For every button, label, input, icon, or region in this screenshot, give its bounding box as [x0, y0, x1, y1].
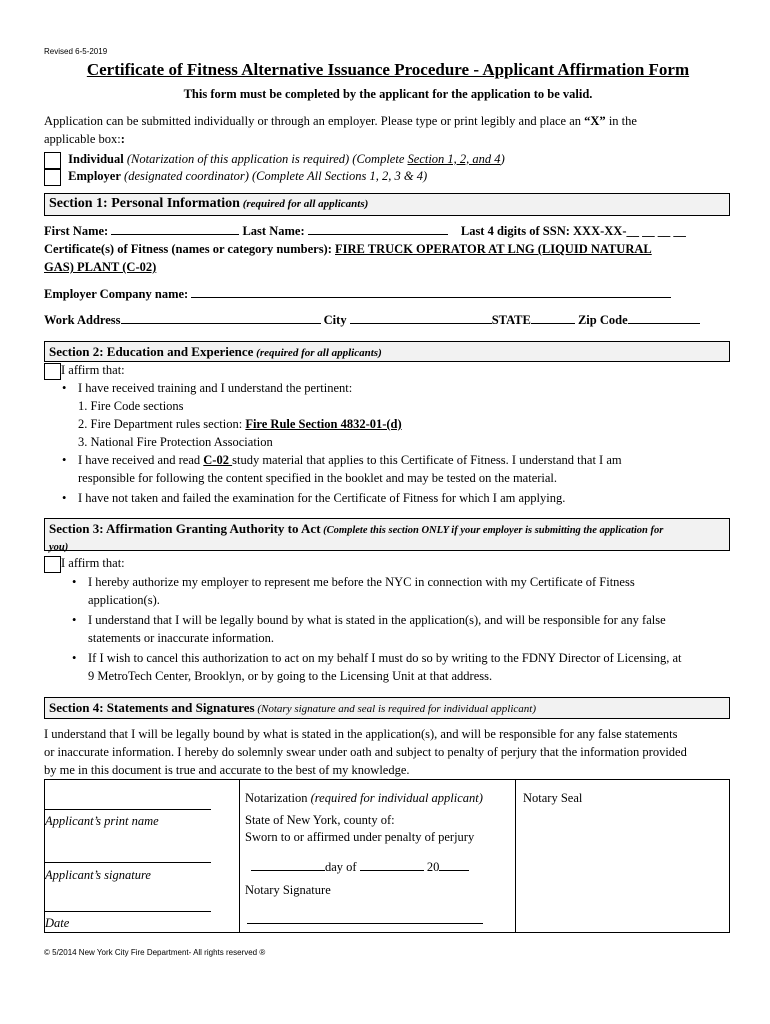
zip-field[interactable]: [628, 311, 700, 324]
section4-header: Section 4: Statements and Signatures (Notary signature and seal is required for individual applicant): [44, 697, 730, 719]
option-individual: Individual (Notarization of this application is required) (Complete Section 1, 2, and 4): [44, 150, 505, 169]
list-item: • I have not taken and failed the examination for the Certificate of Fitness for which I am applying.: [44, 489, 732, 507]
list-item: • I hereby authorize my employer to represent me before the NYC in connection with my Certificate of Fitness application(s).: [54, 573, 732, 609]
state-field[interactable]: [531, 311, 575, 324]
month-field[interactable]: [360, 858, 424, 871]
certificate-row: Certificate(s) of Fitness (names or category numbers): FIRE TRUCK OPERATOR AT LNG (LIQUID NATURAL GAS) PLANT (C-02): [44, 242, 652, 274]
list-item: • I have received and read C-02 study material that applies to this Certificate of Fitness. I understand that I am responsible for following the content specified in the booklet and may be tested on the material.: [44, 451, 732, 487]
section3-checkbox[interactable]: [44, 556, 61, 573]
section2-affirm: I affirm that:: [44, 361, 125, 380]
numbered-list: [44, 397, 732, 451]
list-item: 3. National Fire Protection Association: [78, 435, 273, 449]
list-item: 1. Fire Code sections: [78, 399, 184, 413]
section1-header: Section 1: Personal Information (required for all applicants): [44, 193, 730, 216]
section1-name-row: First Name: Last Name: Last 4 digits of SSN: XXX-XX-__ __ __ __: [44, 224, 686, 238]
section4-statement: I understand that I will be legally bound by what is stated in the application(s), and will be responsible for any false statements or inaccurate information. I hereby do solemnly swear under oath and subject to penalty of perjury that the information provided by me in this document is true and accurate to the best of my knowledge.: [44, 727, 687, 777]
year-field[interactable]: [439, 858, 469, 871]
notary-signature-label: Notary Signature: [245, 883, 331, 897]
option-employer: Employer (designated coordinator) (Complete All Sections 1, 2, 3 & 4): [44, 167, 427, 186]
notary-seal-column: [515, 780, 729, 932]
list-item: 2. Fire Department rules section: Fire Rule Section 4832-01-(d): [78, 417, 402, 431]
notarization-column: [239, 780, 516, 932]
city-field[interactable]: [350, 311, 492, 324]
print-name-label: Applicant’s print name: [45, 814, 159, 828]
applicant-column: [45, 780, 240, 932]
signature-label: Applicant’s signature: [45, 868, 151, 882]
footer-copyright: © 5/2014 New York City Fire Department- All rights reserved ®: [44, 948, 266, 957]
section3-affirm: I affirm that:: [44, 554, 125, 573]
section2-checkbox[interactable]: [44, 363, 61, 380]
employer-company-field[interactable]: [191, 285, 671, 298]
last-name-field[interactable]: [308, 222, 448, 235]
sworn-text: Sworn to or affirmed under penalty of perjury: [245, 830, 475, 844]
section2-list: [44, 379, 732, 507]
state-county: State of New York, county of:: [245, 813, 395, 827]
signature-line[interactable]: [45, 862, 211, 863]
signature-table: [44, 779, 730, 933]
ssn-field[interactable]: Last 4 digits of SSN: XXX-XX-__ __ __ __: [460, 224, 686, 238]
day-field[interactable]: [251, 858, 325, 871]
form-subtitle: This form must be completed by the applicant for the application to be valid.: [183, 87, 593, 101]
notary-signature-line[interactable]: [247, 923, 483, 924]
intro-text: Application can be submitted individually or through an employer. Please type or print legibly and place an “X” in the applicable box::: [44, 114, 637, 146]
list-item: • I understand that I will be legally bound by what is stated in the application(s), and will be responsible for any false statements or inaccurate information.: [54, 611, 732, 647]
list-item: • If I wish to cancel this authorization to act on my behalf I must do so by writing to the FDNY Director of Licensing, at 9 MetroTech Center, Brooklyn, or by going to the Licensing Unit at that address.: [54, 649, 732, 685]
work-address-row: Work Address City STATE Zip Code: [44, 311, 732, 329]
form-title: Certificate of Fitness Alternative Issuance Procedure - Applicant Affirmation Form: [86, 60, 690, 79]
day-of-row: day of 20: [251, 858, 469, 876]
list-item: • I have received training and I understand the pertinent:: [44, 379, 732, 397]
employer-company-row: Employer Company name:: [44, 285, 732, 303]
work-address-field[interactable]: [121, 311, 321, 324]
certificate-value: FIRE TRUCK OPERATOR AT LNG (LIQUID NATURAL: [335, 242, 652, 256]
section3-header: Section 3: Affirmation Granting Authority to Act (Complete this section ONLY if your employer is submitting the application for you): [44, 518, 730, 551]
print-name-line[interactable]: [45, 809, 211, 810]
first-name-field[interactable]: [111, 222, 239, 235]
notarization-label: Notarization (required for individual applicant): [245, 791, 483, 805]
section3-list: [54, 573, 732, 685]
date-label: Date: [45, 916, 70, 930]
notary-seal-label: Notary Seal: [523, 791, 583, 805]
date-line[interactable]: [45, 911, 211, 912]
employer-checkbox[interactable]: [44, 169, 61, 186]
revision-date: Revised 6-5-2019: [44, 47, 108, 56]
section2-header: Section 2: Education and Experience (required for all applicants): [44, 341, 730, 362]
